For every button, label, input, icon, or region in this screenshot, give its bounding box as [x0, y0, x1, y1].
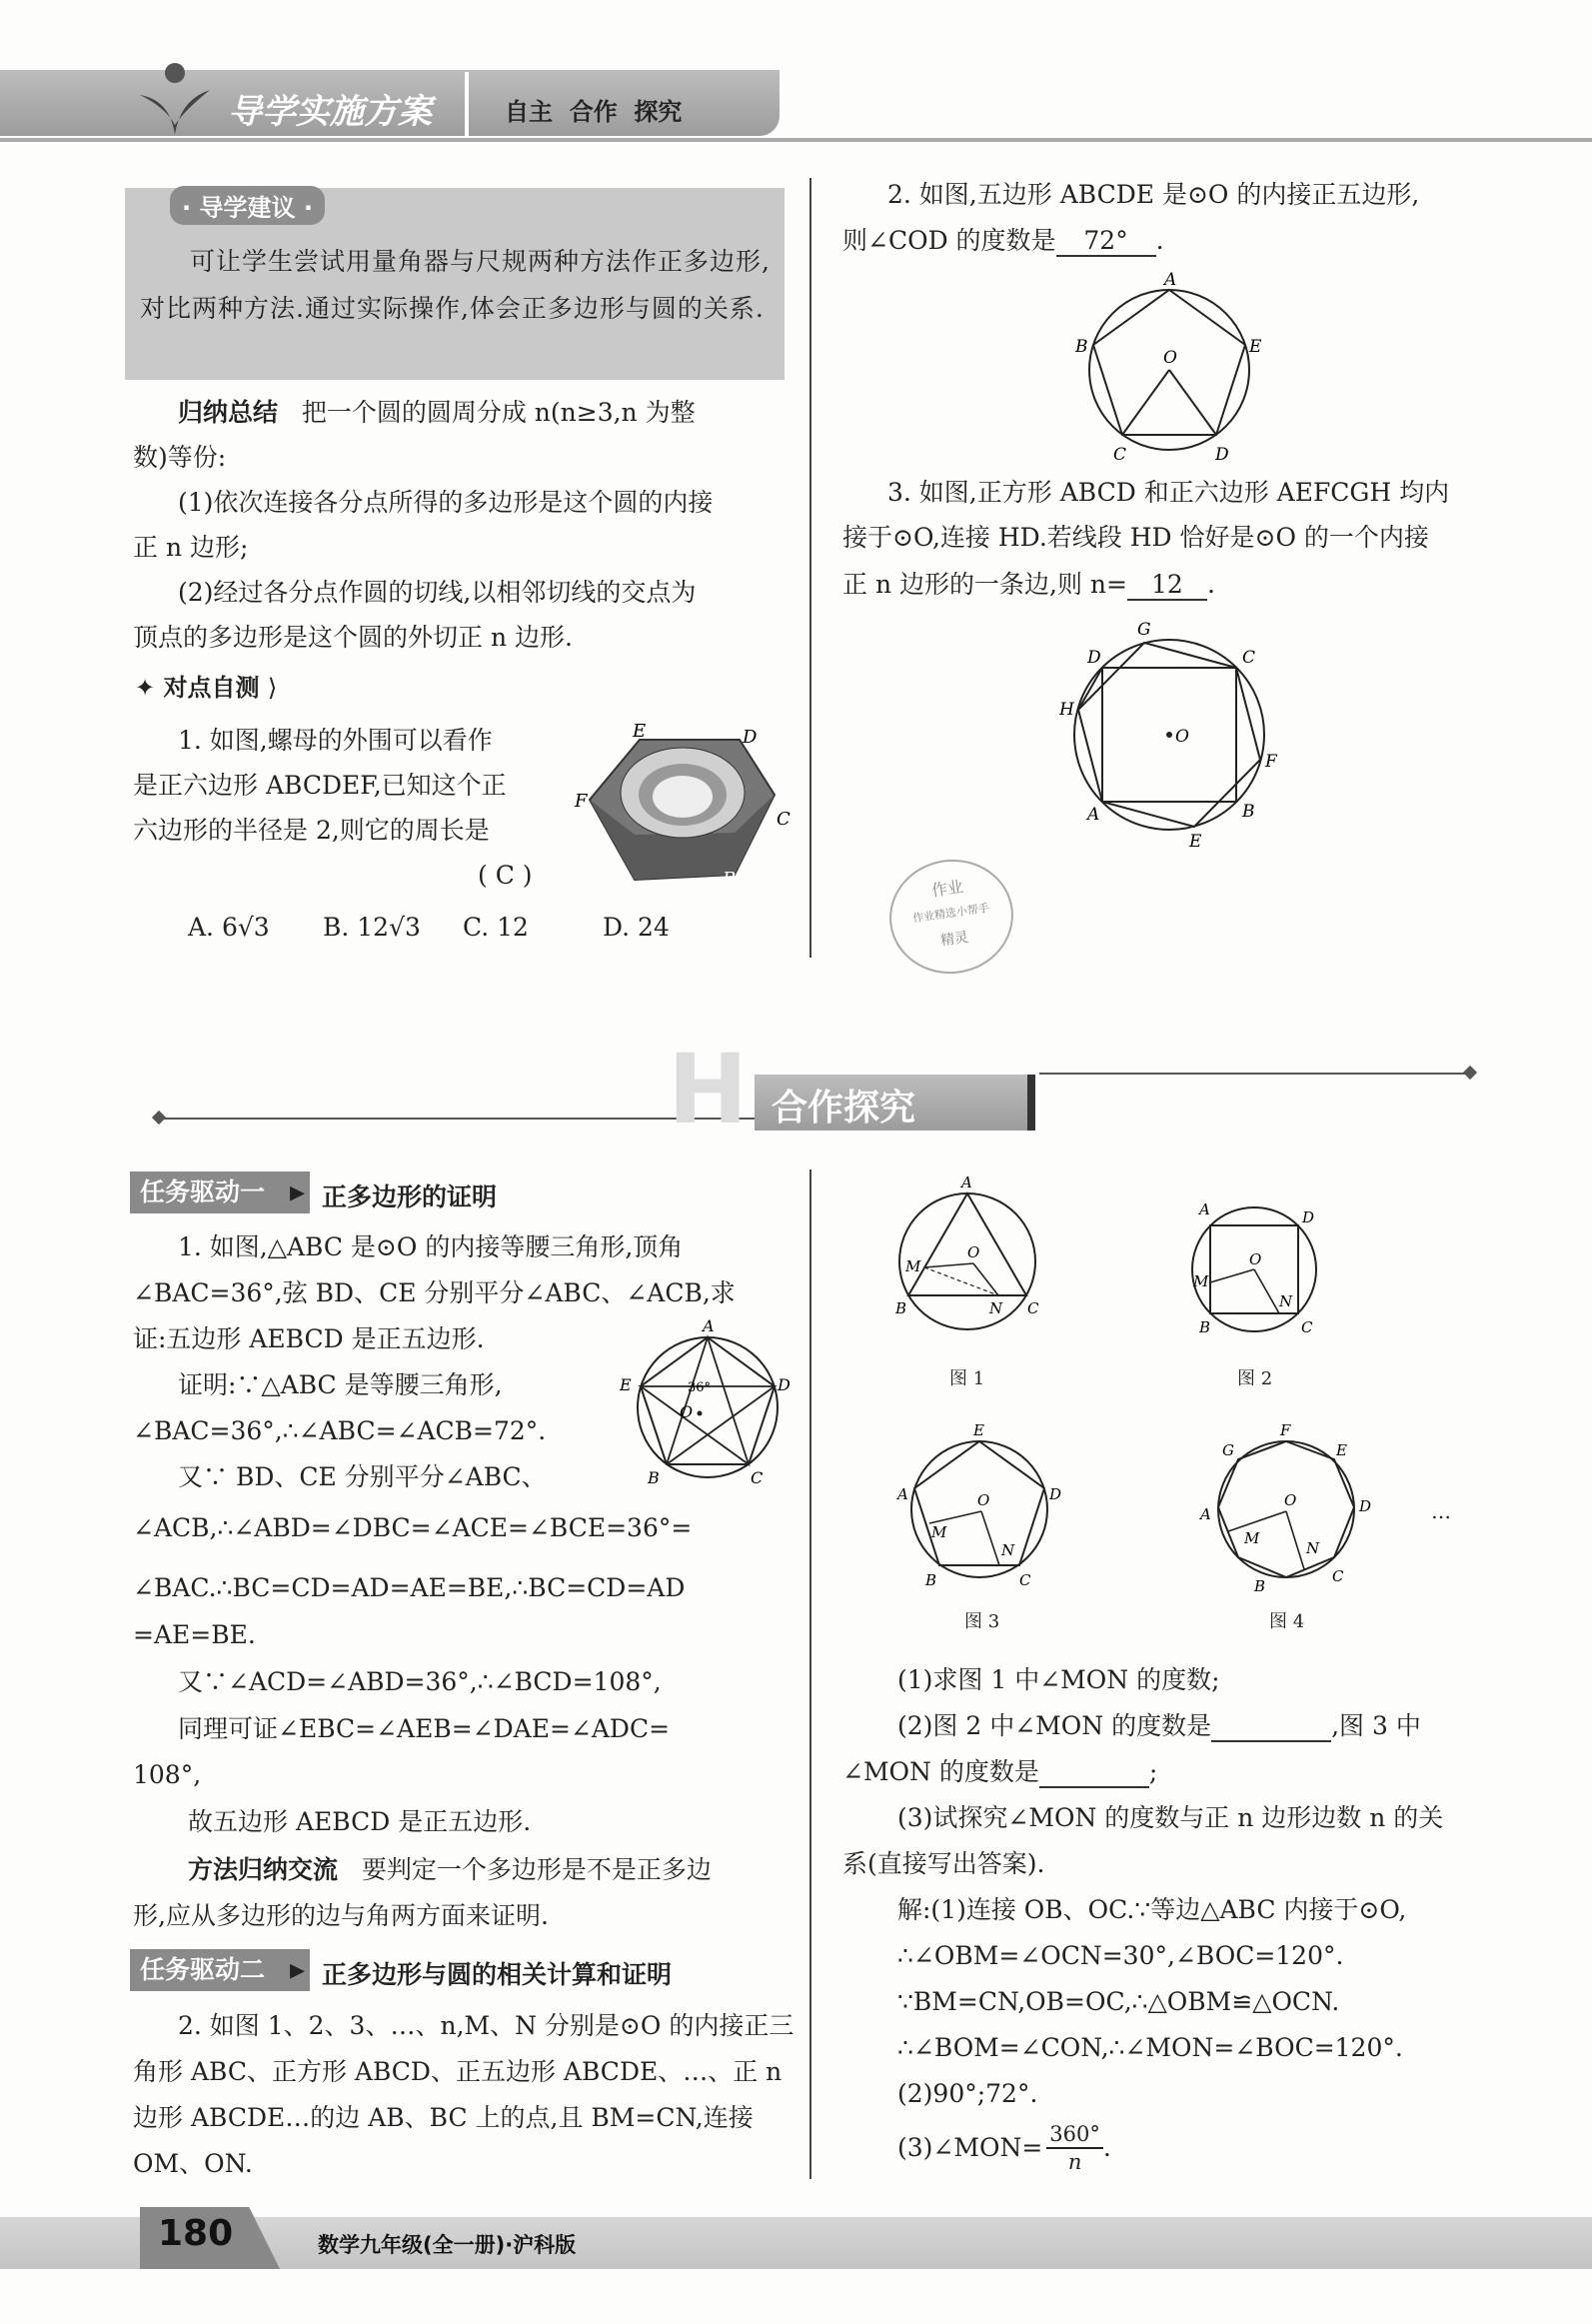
task2-q2-line1 — [897, 1703, 1421, 1748]
q2-answer: 72° — [1056, 227, 1156, 257]
svg-text:D: D — [1302, 1208, 1315, 1226]
svg-text:D: D — [743, 727, 758, 748]
pentagon-figure — [1069, 270, 1269, 470]
q1-option-b: B. 12√3 — [323, 913, 421, 942]
svg-text:O: O — [1249, 1250, 1262, 1268]
fraction-numerator: 360° — [1046, 2121, 1103, 2149]
svg-text:M: M — [1244, 1529, 1260, 1547]
figure-1 — [887, 1171, 1047, 1331]
task1-tag: 任务驱动一 — [130, 1171, 310, 1213]
header-line — [0, 138, 1592, 142]
proof-line1: 证明:∵△ABC 是等腰三角形, — [178, 1370, 503, 1399]
svg-text:C: C — [751, 1468, 764, 1487]
svg-text:B: B — [723, 869, 737, 890]
q3-line1: 3. 如图,正方形 ABCD 和正六边形 AEFCGH 均内 — [887, 478, 1450, 507]
header-separator — [465, 72, 469, 136]
svg-text:N: N — [989, 1299, 1003, 1317]
summary-text: 把一个圆的圆周分成 n(n≥3,n 为整 — [301, 398, 696, 427]
svg-text:A: A — [897, 1485, 908, 1503]
svg-text:M: M — [931, 1523, 947, 1541]
svg-text:N: N — [1279, 1292, 1293, 1310]
svg-text:A: A — [1164, 270, 1177, 290]
svg-text:E: E — [1336, 1441, 1347, 1459]
svg-text:C: C — [777, 809, 791, 830]
section-diamond-left — [152, 1111, 166, 1125]
solution-line4: ∴∠BOM=∠CON,∴∠MON=∠BOC=120°. — [897, 2033, 1403, 2062]
q1-line3: 六边形的半径是 2,则它的周长是 — [133, 816, 490, 845]
figure-3-caption: 图 3 — [964, 1611, 1000, 1632]
svg-text:C: C — [1027, 1299, 1039, 1317]
stamp-mid: 作业精选小帮手 — [911, 901, 990, 926]
svg-text:E: E — [1189, 832, 1202, 852]
task1-line3: 证:五边形 AEBCD 是正五边形. — [133, 1324, 485, 1353]
solution-line1: 解:(1)连接 OB、OC.∵等边△ABC 内接于⊙O, — [897, 1895, 1407, 1924]
solution-line6: (3)∠MON= $\frac{360^\circ}{n}$ . — [897, 2122, 1111, 2174]
proof-line8: 同理可证∠EBC=∠AEB=∠DAE=∠ADC= — [178, 1714, 671, 1743]
svg-text:O: O — [1163, 348, 1177, 368]
task1-title: 正多边形的证明 — [322, 1182, 498, 1211]
selftest-label-text: 对点自测 — [163, 674, 260, 702]
svg-text:A: A — [1087, 805, 1100, 825]
svg-text:M: M — [1193, 1272, 1209, 1290]
q2-blank-2[interactable] — [1039, 1758, 1149, 1788]
fraction-denominator: n — [1067, 2150, 1082, 2174]
q1-option-c: C. 12 — [463, 913, 529, 942]
summary-line2: 数)等份: — [133, 443, 227, 472]
proof-line2: ∠BAC=36°,∴∠ABC=∠ACB=72°. — [133, 1416, 547, 1445]
page-number: 180 — [158, 2213, 234, 2254]
svg-text:A: A — [617, 869, 630, 890]
method-text: 要判定一个多边形是不是正多边 — [361, 1855, 712, 1884]
stamp-bot: 精灵 — [939, 929, 970, 950]
svg-text:G: G — [1222, 1441, 1234, 1459]
task2-q1: (1)求图 1 中∠MON 的度数; — [897, 1665, 1220, 1694]
guide-label: · 导学建议 · — [170, 186, 325, 225]
svg-text:B: B — [648, 1468, 660, 1487]
svg-text:C: C — [1113, 445, 1127, 465]
q2b-text: ,图 3 中 — [1331, 1711, 1421, 1740]
column-divider-bottom — [809, 1169, 811, 2179]
q3-text: 正 n 边形的一条边,则 n= — [842, 570, 1127, 599]
svg-text:O: O — [967, 1243, 980, 1261]
q3-line3: 正 n 边形的一条边,则 n= 12 . — [842, 570, 1215, 599]
summary-item1a: (1)依次连接各分点所得的多边形是这个圆的内接 — [178, 488, 714, 517]
task2-line4: OM、ON. — [133, 2149, 253, 2178]
svg-text:D: D — [778, 1375, 791, 1394]
stamp-top: 作业 — [929, 877, 965, 901]
proof-line3: 又∵ BD、CE 分别平分∠ABC、 — [178, 1462, 547, 1491]
task2-line2: 角形 ABC、正方形 ABCD、正五边形 ABCDE、…、正 n — [133, 2057, 783, 2086]
q1-line1: 1. 如图,螺母的外围可以看作 — [178, 726, 493, 755]
svg-text:E: E — [973, 1421, 984, 1439]
logo-icon — [130, 55, 220, 145]
header-title: 导学实施方案 — [228, 92, 432, 132]
proof-line7: 又∵∠ACD=∠ABD=36°,∴∠BCD=108°, — [178, 1667, 662, 1696]
nut-figure — [565, 715, 795, 905]
stamp — [882, 852, 1021, 982]
figure-4 — [1194, 1419, 1379, 1594]
q1-line2: 是正六边形 ABCDEF,已知这个正 — [133, 771, 507, 800]
svg-text:G: G — [1137, 620, 1151, 640]
svg-text:A: A — [961, 1173, 972, 1191]
svg-text:36°: 36° — [688, 1380, 712, 1395]
method-label: 方法归纳交流 — [188, 1855, 339, 1884]
svg-text:D: D — [1087, 648, 1101, 668]
square-hexagon-figure — [1049, 615, 1289, 855]
task2-q3-line1: (3)试探究∠MON 的度数与正 n 边形边数 n 的关 — [897, 1803, 1444, 1832]
proof-line10: 故五边形 AEBCD 是正五边形. — [188, 1807, 532, 1836]
summary-item2a: (2)经过各分点作圆的切线,以相邻切线的交点为 — [178, 578, 697, 607]
summary-item1b: 正 n 边形; — [133, 533, 249, 562]
solution-line5: (2)90°;72°. — [897, 2079, 1038, 2108]
svg-text:B: B — [895, 1299, 907, 1317]
svg-text:B: B — [1199, 1318, 1211, 1336]
selftest-label: ✦ 对点自测 ⟩ — [135, 674, 278, 702]
solution-line3: ∵BM=CN,OB=OC,∴△OBM≌△OCN. — [897, 1987, 1340, 2016]
svg-text:B: B — [1254, 1577, 1266, 1594]
svg-text:A: A — [1199, 1200, 1210, 1218]
figure-1-caption: 图 1 — [949, 1368, 985, 1389]
proof-line6: =AE=BE. — [133, 1620, 256, 1649]
figure-dots: … — [1431, 1499, 1451, 1523]
task2-title: 正多边形与圆的相关计算和证明 — [322, 1960, 673, 1989]
svg-text:O: O — [680, 1402, 694, 1421]
column-divider-top — [809, 178, 811, 958]
section-title-edge — [1027, 1075, 1035, 1131]
method-line1 — [188, 1847, 712, 1892]
svg-text:N: N — [1306, 1539, 1320, 1557]
section-line-right — [1039, 1073, 1469, 1075]
svg-text:E: E — [1249, 337, 1262, 357]
svg-text:H: H — [1059, 700, 1074, 720]
task1-line1: 1. 如图,△ABC 是⊙O 的内接等腰三角形,顶角 — [178, 1232, 684, 1261]
q1-option-a: A. 6√3 — [188, 913, 270, 942]
svg-text:D: D — [1049, 1485, 1062, 1503]
svg-text:O: O — [1175, 727, 1189, 747]
svg-text:A: A — [1200, 1505, 1211, 1523]
summary-item2b: 顶点的多边形是这个圆的外切正 n 边形. — [133, 623, 573, 652]
header-tabs: 自主 合作 探究 — [505, 98, 683, 126]
section-letter: H — [668, 1034, 749, 1146]
svg-text:M: M — [905, 1257, 921, 1275]
q2a-text: (2)图 2 中∠MON 的度数是 — [897, 1711, 1212, 1740]
figure-3 — [889, 1419, 1069, 1594]
star-pentagon-figure — [618, 1317, 797, 1497]
q1-answer: ( C ) — [478, 861, 533, 890]
summary-label: 归纳总结 — [178, 398, 279, 427]
guide-text: 可让学生尝试用量角器与尺规两种方法作正多边形,对比两种方法.通过实际操作,体会正多边形与圆的关系. — [140, 247, 771, 323]
section-diamond-right — [1463, 1066, 1477, 1080]
svg-text:E: E — [620, 1375, 632, 1394]
svg-text:C: C — [1301, 1318, 1313, 1336]
solution-formula-lhs: (3)∠MON= — [897, 2133, 1043, 2162]
figure-2 — [1179, 1194, 1329, 1344]
svg-text:C: C — [1019, 1571, 1031, 1589]
task2-q2-line2: ∠MON 的度数是 ; — [842, 1757, 1158, 1786]
method-line2: 形,应从多边形的边与角两方面来证明. — [133, 1901, 549, 1930]
svg-text:C: C — [1242, 648, 1256, 668]
svg-text:F: F — [1265, 752, 1277, 772]
svg-text:D: D — [1359, 1497, 1372, 1515]
task2-tag-arrow: ▸ — [290, 1952, 306, 1987]
task1-tag-arrow: ▸ — [290, 1174, 306, 1209]
figure-4-caption: 图 4 — [1269, 1611, 1305, 1632]
q1-option-d: D. 24 — [603, 913, 670, 942]
footer-book: 数学九年级(全一册)·沪科版 — [318, 2233, 577, 2257]
section-title: 合作探究 — [772, 1088, 916, 1129]
selftest-star-icon: ✦ — [135, 674, 156, 702]
svg-text:F: F — [575, 791, 588, 812]
svg-text:A: A — [703, 1317, 715, 1335]
svg-text:B: B — [925, 1571, 937, 1589]
summary-line1 — [178, 390, 696, 435]
q2-text: 则∠COD 的度数是 — [842, 226, 1056, 255]
task2-line3: 边形 ABCDE…的边 AB、BC 上的点,且 BM=CN,连接 — [133, 2103, 754, 2132]
svg-text:O: O — [1284, 1491, 1297, 1509]
task2-tag: 任务驱动二 — [130, 1949, 310, 1991]
svg-text:F: F — [1280, 1421, 1291, 1439]
task2-q3-line2: 系(直接写出答案). — [842, 1849, 1045, 1878]
solution-line2: ∴∠OBM=∠OCN=30°,∠BOC=120°. — [897, 1941, 1344, 1970]
svg-text:D: D — [1215, 445, 1229, 465]
q3-answer: 12 — [1127, 571, 1207, 601]
proof-line9: 108°, — [133, 1760, 202, 1789]
proof-line5: ∠BAC.∴BC=CD=AD=AE=BE,∴BC=CD=AD — [133, 1573, 686, 1602]
q2c-text: ∠MON 的度数是 — [842, 1757, 1039, 1786]
figure-2-caption: 图 2 — [1237, 1368, 1273, 1389]
proof-line4: ∠ACB,∴∠ABD=∠DBC=∠ACE=∠BCE=36°= — [133, 1513, 693, 1542]
svg-text:N: N — [1001, 1541, 1015, 1559]
svg-text:B: B — [1242, 802, 1255, 822]
task2-line1: 2. 如图 1、2、3、…、n,M、N 分别是⊙O 的内接正三 — [178, 2011, 795, 2040]
q3-line2: 接于⊙O,连接 HD.若线段 HD 恰好是⊙O 的一个内接 — [842, 523, 1429, 552]
task1-line2: ∠BAC=36°,弦 BD、CE 分别平分∠ABC、∠ACB,求 — [133, 1278, 736, 1307]
svg-text:O: O — [977, 1491, 990, 1509]
q2-blank-1[interactable] — [1211, 1712, 1331, 1742]
solution-fraction — [1046, 2121, 1103, 2175]
svg-text:E: E — [633, 721, 647, 742]
svg-text:B: B — [1075, 337, 1088, 357]
q2-line1: 2. 如图,五边形 ABCDE 是⊙O 的内接正五边形, — [887, 180, 1420, 209]
q2-line2: 则∠COD 的度数是 72° . — [842, 226, 1164, 255]
svg-text:C: C — [1332, 1567, 1344, 1585]
